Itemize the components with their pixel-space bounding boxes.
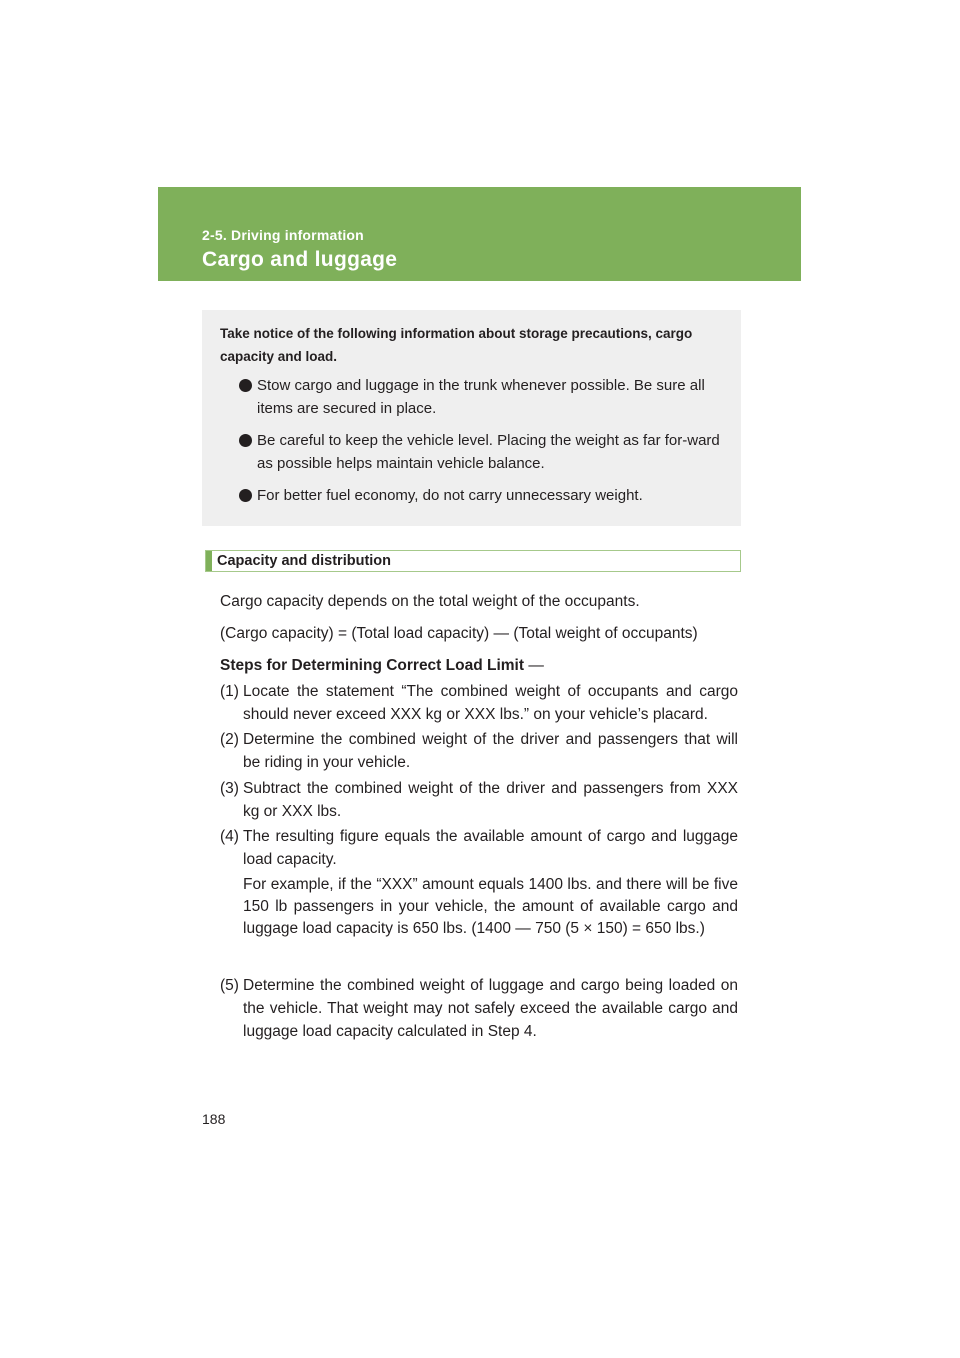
notice-bullet bbox=[239, 429, 724, 475]
bullet-icon bbox=[239, 379, 252, 392]
step-text: Determine the combined weight of luggage and cargo being loaded on the vehicle. That weight may not safely exceed the available cargo and luggage load capacity calculated in Step 4. bbox=[243, 977, 738, 1040]
step-text: Locate the statement “The combined weight of occupants and cargo should never exceed XXX kg or XXX lbs.” on your vehicle’s placard. bbox=[243, 683, 738, 723]
step-item bbox=[220, 728, 738, 774]
bullet-text: Stow cargo and luggage in the trunk whenever possible. Be sure all items are secured in place. bbox=[257, 377, 705, 417]
section-heading bbox=[205, 550, 741, 572]
notice-bullet bbox=[239, 374, 724, 420]
steps-heading-label: Steps for Determining Correct Load Limit bbox=[220, 657, 525, 674]
heading-accent-bar bbox=[206, 551, 212, 571]
paragraph-cargo-capacity: Cargo capacity depends on the total weight of the occupants. bbox=[220, 593, 640, 610]
example-paragraph: For example, if the “XXX” amount equals 1400 lbs. and there will be five 150 lb passengers in your vehicle, the amount of available cargo and luggage load capacity is 650 lbs. (1400 — 750 (5 × 150) = 650 lbs.) bbox=[243, 876, 738, 937]
notice-intro: Take notice of the following information about storage precautions, cargo capacity and load. bbox=[220, 326, 693, 364]
bullet-text: For better fuel economy, do not carry unnecessary weight. bbox=[257, 487, 643, 504]
step-number: (2) bbox=[220, 731, 239, 748]
page-number: 188 bbox=[202, 1111, 226, 1127]
header-band bbox=[158, 187, 801, 281]
notice-box bbox=[202, 310, 741, 526]
step-item bbox=[220, 777, 738, 823]
paragraph-formula: (Cargo capacity) = (Total load capacity) — (Total weight of occupants) bbox=[220, 625, 698, 642]
step-number: (3) bbox=[220, 780, 239, 797]
step-text: Subtract the combined weight of the driver and passengers from XXX kg or XXX lbs. bbox=[243, 780, 738, 820]
step-item bbox=[220, 680, 738, 726]
section-label: 2-5. Driving information bbox=[202, 227, 364, 243]
page-title: Cargo and luggage bbox=[202, 248, 398, 271]
step-number: (1) bbox=[220, 683, 239, 700]
step-item bbox=[220, 825, 738, 871]
step-text: The resulting figure equals the available amount of cargo and luggage load capacity. bbox=[243, 828, 738, 868]
steps-heading bbox=[220, 654, 738, 677]
steps-heading-dash: — bbox=[524, 657, 544, 674]
step-number: (5) bbox=[220, 977, 239, 994]
step-item bbox=[220, 974, 738, 1043]
notice-bullet bbox=[239, 484, 724, 507]
bullet-icon bbox=[239, 434, 252, 447]
bullet-text: Be careful to keep the vehicle level. Placing the weight as far for-ward as possible helps maintain vehicle balance. bbox=[257, 432, 720, 472]
bullet-icon bbox=[239, 489, 252, 502]
section-heading-label: Capacity and distribution bbox=[217, 553, 392, 569]
step-text: Determine the combined weight of the driver and passengers that will be riding in your vehicle. bbox=[243, 731, 738, 771]
step-number: (4) bbox=[220, 828, 239, 845]
